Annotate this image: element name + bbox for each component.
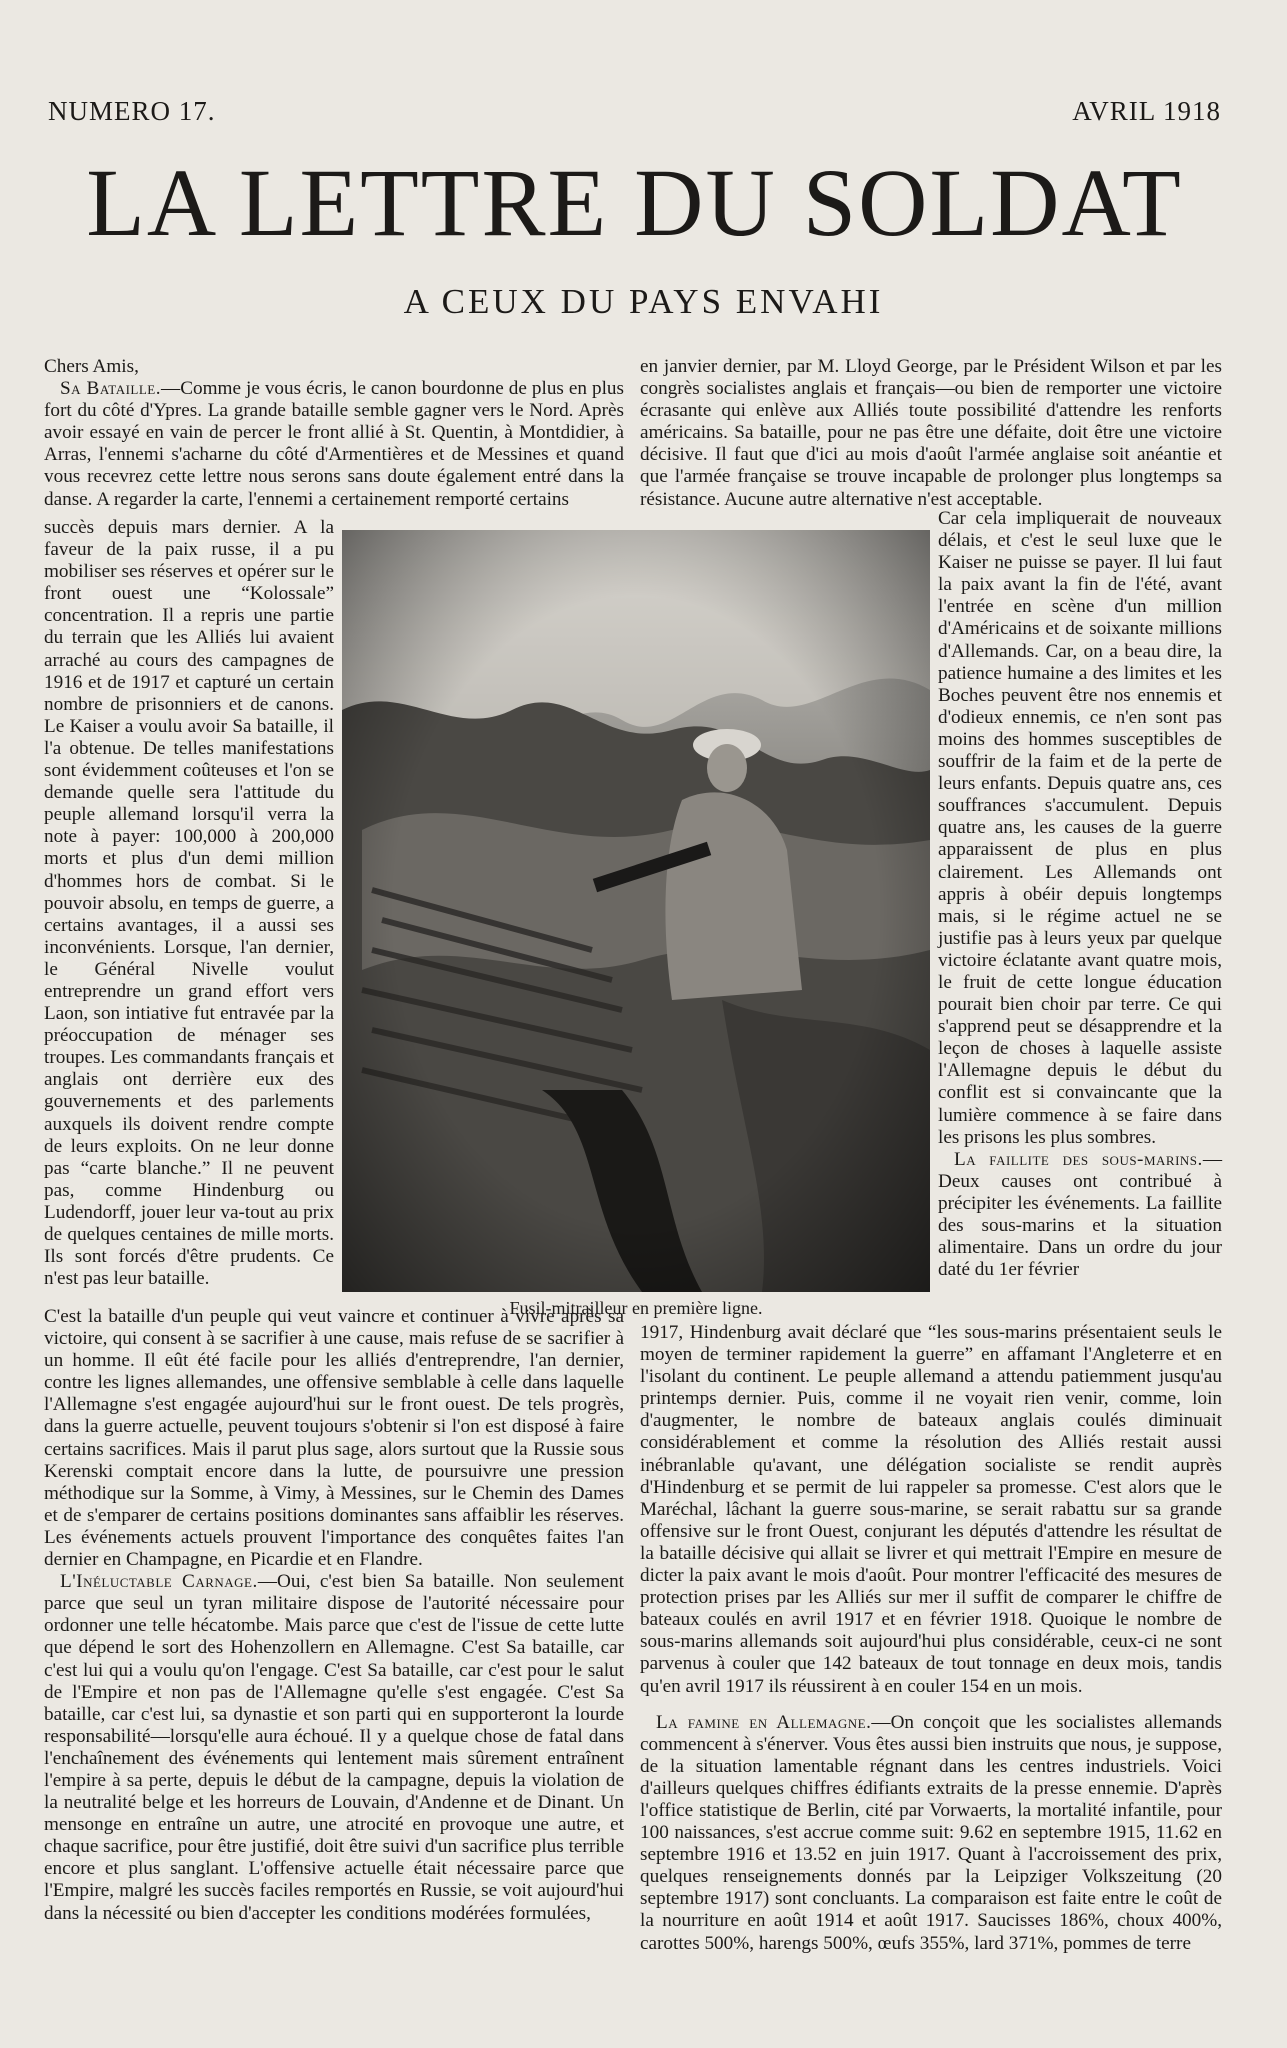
section3-bottom-text: 1917, Hindenburg avait déclaré que “les sous-marins présentaient seuls le moyen de terminer rapidement la guerre” en affamant l'Angleterre et en l'isolant du continent. Le peuple allemand a attendu patiemment jusqu'au printemps dernier. Puis, comme il ne voyait rien venir, comme, loin d'augmenter, le nombre de bateaux anglais coulés diminuait considérablement et comme la résolution des Alliés restait aussi inébranlable qu'avant, une délégation socialiste se rendit auprès d'Hindenburg et se permit de lui rappeler sa promesse. C'est alors que le Maréchal, lâchant la guerre sous-marine, se serait rabattu sur sa grande offensive sur le front Ouest, conjurant les députés d'attendre les résultat de la bataille décisive qui allait se livrer et qui mettrait l'Empire en mesure de dicter la paix avant le mois d'août. Pour montrer l'efficacité des mesures de protection prises par les Alliés sur mer il suffit de comparer le chiffre de bateaux coulés en avril 1917 et en février 1918. Quoique le nombre de sous-marins allemands soit aujourd'hui plus considérable, ceux-ci ne sont parvenus à couler que 142 bateaux de tout tonnage en deux mois, tandis qu'en avril 1917 ils réussirent à en couler 154 en un mois. (640, 1322, 1222, 1697)
section-heading-sa-bataille: Sa Bataille. (60, 378, 162, 400)
photo-caption: Fusil-mitrailleur en première ligne. (509, 1298, 763, 1318)
paragraph-carnage (44, 1571, 624, 1925)
right-column-bottom (640, 1322, 1222, 1955)
section2-text: —Oui, c'est bien Sa bataille. Non seulement parce que seul un tyran militaire dispose de l'autorité nécessaire pour ordonner une telle hécatombe. Mais parce que c'est de l'issue de cette lutte que dépend le sort des Hohenzollern en Allemagne. C'est Sa bataille, car c'est lui qui a voulu qu'on l'engage. C'est Sa bataille, car c'est pour le salut de l'Empire et non pas de l'Allemagne qu'elle s'est engagée. C'est Sa bataille, car c'est lui, sa dynastie et son parti qui en supporteront la lourde responsabilité—lorsqu'elle aura échoué. Il y a quelque chose de fatal dans l'enchaînement des événements qui lentement mais sûrement entraînent l'empire à sa perte, depuis le début de la campagne, depuis la violation de la neutralité belge et les horreurs de Louvain, d'Andenne et de Dinant. Un mensonge en entraîne un autre, une atrocité en provoque une autre, et chaque sacrifice, pour être justifié, doit être suivi d'un sacrifice plus terrible encore et plus sanglant. L'offensive actuelle était nécessaire parce que l'Empire, malgré les succès faciles remportés en Russie, se voit aujourd'hui dans la nécessité ou bien d'accepter les conditions modérées formulées, (44, 1571, 625, 1924)
photo-illustration (342, 530, 930, 1292)
section2-continued-narrow: Car cela impliquerait de nouveaux délais, et c'est le seul luxe que le Kaiser ne puisse se payer. Il lui faut la paix avant la fin de l'été, avant l'entrée en scène d'un million d'Américains et de soixante millions d'Allemands. Car, on a beau dire, la patience humaine a des limites et les Boches peuvent être nos ennemis et d'odieux ennemis, ce n'en sont pas moins des hommes susceptibles de souffrir de la faim et de la perte de leurs enfants. Depuis quatre ans, ces souffrances s'accumulent. Depuis quatre ans, les causes de la guerre apparaissent de plus en plus clairement. Les Allemands ont appris à obéir depuis longtemps mais, si le régime actuel ne se justifie pas à leurs yeux par quelque victoire éclatante avant quatre mois, le fruit de cette longue éducation pourait bien choir par terre. Ce qui s'apprend peut se désapprendre et la leçon de choses à laquelle assiste l'Allemagne depuis le début du conflit est si convaincante que la lumière commence à se faire dans les prisons les plus sombres. (938, 508, 1222, 1148)
issue-date: AVRIL 1918 (1072, 96, 1221, 126)
newspaper-title: LA LETTRE DU SOLDAT (86, 149, 1183, 256)
paragraph-sous-marins-narrow (938, 1149, 1222, 1282)
salutation: Chers Amis, (44, 356, 139, 377)
newspaper-subtitle: A CEUX DU PAYS ENVAHI (403, 282, 884, 321)
paragraph-sa-bataille-top (44, 378, 624, 511)
masthead-line (48, 96, 1221, 127)
section-heading-famine: La famine en Allemagne. (656, 1711, 872, 1733)
right-column-top (640, 356, 1222, 511)
section-heading-sous-marins: La faillite des sous-marins. (954, 1148, 1203, 1170)
paragraph-famine (640, 1712, 1222, 1955)
section1-bottom-text: C'est la bataille d'un peuple qui veut vaincre et continuer à vivre après sa victoire, qui consent à se sacrifier à une cause, mais refuse de se sacrifier à un homme. Il eût été facile pour les alliés d'entreprendre, l'an dernier, contre les lignes allemandes, une offensive semblable à celle dans laquelle l'Allemagne s'est engagée aujourd'hui sur le front ouest. De tels progrès, dans la guerre actuelle, peuvent toujours s'obtenir si l'on est disposé à faire certains sacrifices. Mais il parut plus sage, alors surtout que la Russie sous Kerenski comptait encore dans la lutte, de poursuivre une pression méthodique sur la Somme, à Vimy, à Messines, sur le Chemin des Dames et de s'emparer de certains positions dominantes sans affaiblir les réserves. Les événements actuels prouvent l'importance des conquêtes faites l'an dernier en Champagne, en Picardie et en Flandre. (44, 1306, 624, 1571)
issue-number: NUMERO 17. (48, 96, 216, 126)
section4-text: —On conçoit que les socialistes allemands commencent à s'énerver. Vous êtes aussi bien instruits que nous, je suppose, de la situation lamentable régnant dans les centres industriels. Voici d'ailleurs quelques chiffres édifiants extraits de la presse ennemie. D'après l'office statistique de Berlin, cité par Vorwaerts, la mortalité infantile, pour 100 naissances, s'est accrue comme suit: 9.62 en septembre 1915, 11.62 en septembre 1916 et 13.52 en juin 1917. Quant à l'accroissement des prix, quelques renseignements donnés par la Leipziger Volkszeitung (20 septembre 1917) sont concluants. La comparaison est faite entre le coût de la nourriture en août 1914 et août 1917. Saucisses 186%, choux 400%, carottes 500%, harengs 500%, œufs 355%, lard 371%, pommes de terre (640, 1711, 1222, 1954)
trench-photograph (342, 530, 930, 1292)
section1-top-text: —Comme je vous écris, le canon bourdonne de plus en plus fort du côté d'Ypres. La grande bataille semble gagner vers le Nord. Après avoir essayé en vain de percer le front allié à St. Quentin, à Montdidier, à Arras, l'ennemi s'acharne du côté d'Armentières et de Messines et quand vous recevrez cette lettre nous serons sans doute également entré dans la danse. A regarder la carte, l'ennemi a certainement remporté certains (44, 378, 624, 510)
left-column-narrow (44, 517, 334, 1290)
left-column-top (44, 356, 624, 511)
section2-continued-top: en janvier dernier, par M. Lloyd George, par le Président Wilson et par les congrès socialistes anglais et français—ou bien de remporter une victoire écrasante qui enlève aux Alliés toute possibilité d'attendre les renforts américains. Sa bataille, pour ne pas être une défaite, doit être une victoire décisive. Il faut que d'ici au mois d'août l'armée anglaise soit anéantie et que l'armée française se trouve incapable de prolonger plus longtemps sa résistance. Aucune autre alternative n'est acceptable. (640, 356, 1222, 510)
right-column-narrow (938, 508, 1222, 1281)
section3-narrow-text: —Deux causes ont contribué à précipiter les événements. La faillite des sous-marins et la situation alimentaire. Dans un ordre du jour daté du 1er février (938, 1148, 1222, 1281)
section1-narrow-text: succès depuis mars dernier. A la faveur de la paix russe, il a pu mobiliser ses réserves et opérer sur le front ouest une “Kolossale” concentration. Il a repris une partie du terrain que les Alliés lui avaient arraché au cours des campagnes de 1916 et de 1917 et capturé un certain nombre de prisonniers et de canons. Le Kaiser a voulu avoir Sa bataille, il l'a obtenue. De telles manifestations sont évidemment coûteuses et l'on se demande quelle sera l'attitude du peuple allemand lorsqu'il verra la note à payer: 100,000 à 200,000 morts et plus d'un demi million d'hommes hors de combat. Si le pouvoir absolu, en temps de guerre, a certains avantages, il a aussi ses inconvénients. Lorsque, l'an dernier, le Général Nivelle voulut entreprendre un grand effort vers Laon, son intiative fut entravée par la préoccupation de ménager ses troupes. Les commandants français et anglais ont derrière eux des gouvernements et des parlements auxquels ils doivent rendre compte de leurs exploits. On ne leur donne pas “carte blanche.” Il ne peuvent pas, comme Hindenburg ou Ludendorff, jouer leur va-tout au prix de quelques centaines de mille morts. Ils sont forcés d'être prudents. Ce n'est pas leur bataille. (44, 517, 334, 1290)
left-column-bottom (44, 1306, 624, 1925)
section-heading-carnage: L'Inéluctable Carnage. (60, 1571, 258, 1593)
